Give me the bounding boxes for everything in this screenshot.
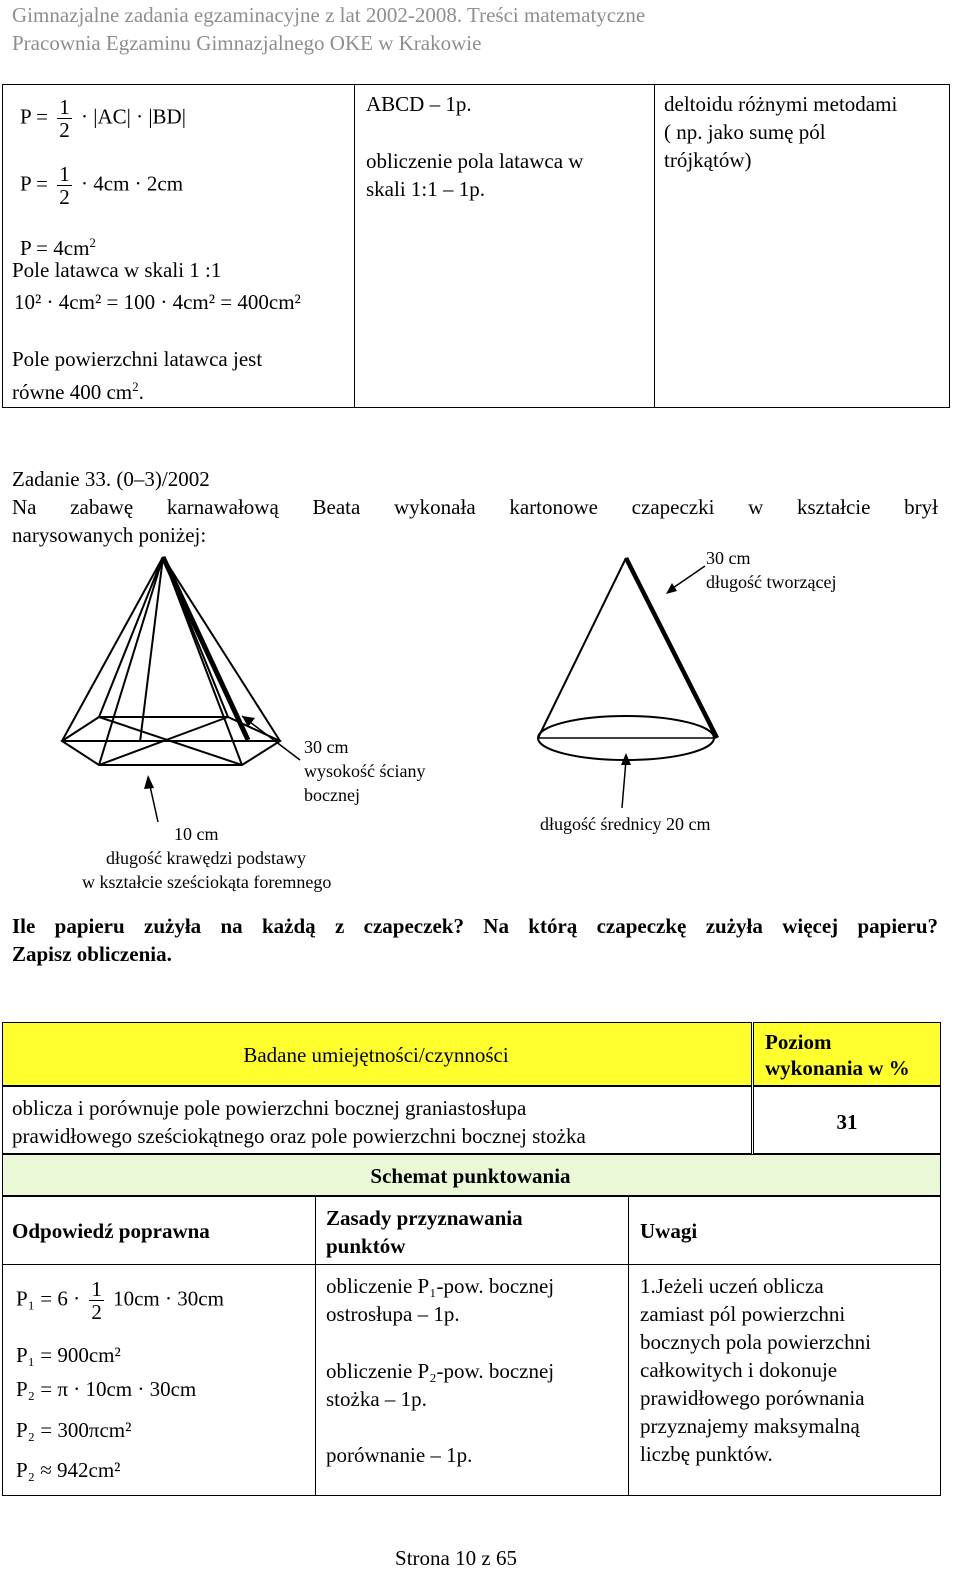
base-edge-label-1: długość krawędzi podstawy <box>106 848 306 868</box>
answer-line-1: Pole powierzchni latawca jest <box>12 347 263 371</box>
question-line-2: Zapisz obliczenia. <box>12 942 172 966</box>
rule-1a: obliczenie P₁-pow. bocznej <box>326 1274 555 1298</box>
col-answer-header: Odpowiedź poprawna <box>12 1219 210 1243</box>
col2-line-2: obliczenie pola latawca w <box>366 149 584 173</box>
formula-area-1 <box>20 96 186 141</box>
task-text-1: Na zabawę karnawałową Beata wykonała kartonowe czapeczki w kształcie brył <box>12 495 938 519</box>
col2-line-1: ABCD – 1p. <box>366 92 472 116</box>
note-line-3: bocznych pola powierzchni <box>640 1330 871 1354</box>
note-line-4: całkowitych i dokonuje <box>640 1358 838 1382</box>
answer-table-vline-2 <box>628 1196 629 1496</box>
note-line-1: 1.Jeżeli uczeń oblicza <box>640 1274 824 1298</box>
formula-rhs: · 4cm · 2cm <box>81 171 184 196</box>
top-table-divider-1 <box>354 84 355 407</box>
pyramid-height-label-2: bocznej <box>304 785 360 805</box>
answer-table-vline-1 <box>315 1196 316 1496</box>
col3-line-1: deltoidu różnymi metodami <box>664 92 898 116</box>
formula-area-3: $P = 4cm^2$ <box>20 235 96 260</box>
answer-formula-5: P₂ ≈ 942cm² <box>16 1458 121 1482</box>
formula-lhs: P = <box>20 104 48 129</box>
level-header-1: Poziom <box>765 1030 832 1054</box>
level-header-2: wykonania w % <box>765 1056 910 1080</box>
rule-1b: ostrosłupa – 1p. <box>326 1302 460 1326</box>
note-line-6: przyznajemy maksymalną <box>640 1414 860 1438</box>
formula-area-2 <box>20 163 183 208</box>
formula-lhs: P = <box>20 171 48 196</box>
formula-area-4: 10² · 4cm² = 100 · 4cm² = 400cm² <box>14 290 301 314</box>
cone-slant-label: długość tworzącej <box>706 572 837 592</box>
cone-diameter-label: długość średnicy 20 cm <box>540 814 711 834</box>
col3-line-3: trójkątów) <box>664 148 752 172</box>
task-title: Zadanie 33. (0–3)/2002 <box>12 467 210 491</box>
formula-rhs: · |AC| · |BD| <box>81 104 186 129</box>
answer-formula-3: P₂ = π · 10cm · 30cm <box>16 1377 197 1401</box>
rule-2b: stożka – 1p. <box>326 1387 427 1411</box>
col-notes-header: Uwagi <box>640 1219 698 1243</box>
col-rules-header-1: Zasady przyznawania <box>326 1206 523 1230</box>
answer-formula-4: P₂ = 300πcm² <box>16 1418 132 1442</box>
col3-line-2: ( np. jako sumę pól <box>664 120 826 144</box>
skills-header: Badane umiejętności/czynności <box>243 1043 509 1067</box>
scale-label: Pole latawca w skali 1 :1 <box>12 258 222 282</box>
fraction: $\frac{1}{2}$ <box>91 1277 102 1324</box>
base-edge-label-2: w kształcie sześciokąta foremnego <box>82 872 332 892</box>
top-table-divider-2 <box>654 84 655 407</box>
fraction: $\frac{1}{2}$ <box>59 162 70 209</box>
col2-line-3: skali 1:1 – 1p. <box>366 177 485 201</box>
base-edge-value: 10 cm <box>174 824 219 844</box>
note-line-7: liczbę punktów. <box>640 1442 773 1466</box>
rule-3: porównanie – 1p. <box>326 1443 473 1467</box>
skill-line-2: prawidłowego sześciokątnego oraz pole powierzchni bocznej stożka <box>12 1124 586 1148</box>
level-value: 31 <box>836 1110 858 1134</box>
fraction: $\frac{1}{2}$ <box>59 95 70 142</box>
skill-line-1: oblicza i porównuje pole powierzchni bocznej graniastosłupa <box>12 1096 527 1120</box>
document-header-subtitle: Pracownia Egzaminu Gimnazjalnego OKE w Krakowie <box>12 31 482 55</box>
document-header-title: Gimnazjalne zadania egzaminacyjne z lat 2002-2008. Treści matematyczne <box>12 3 646 27</box>
note-line-2: zamiast pól powierzchni <box>640 1302 846 1326</box>
pyramid-height-value: 30 cm <box>304 737 349 757</box>
schema-title: Schemat punktowania <box>370 1164 571 1188</box>
note-line-5: prawidłowego porównania <box>640 1386 865 1410</box>
answer-table-hline <box>2 1264 941 1265</box>
answer-formula-2: P₁ = 900cm² <box>16 1343 121 1367</box>
pyramid-height-label-1: wysokość ściany <box>304 761 426 781</box>
cone-slant-value: 30 cm <box>706 548 751 568</box>
answer-formula-1: P₁ = 6 · $\frac{1}{2}$ 10cm · 30cm <box>16 1277 224 1324</box>
task-text-2: narysowanych poniżej: <box>12 523 207 547</box>
rule-2a: obliczenie P₂-pow. bocznej <box>326 1359 555 1383</box>
answer-line-2: równe 400 $cm^2$. <box>12 379 144 404</box>
col-rules-header-2: punktów <box>326 1234 406 1258</box>
question-line-1: Ile papieru zużyła na każdą z czapeczek? Na którą czapeczkę zużyła więcej papieru? <box>12 914 938 938</box>
page-footer: Strona 10 z 65 <box>395 1546 517 1570</box>
